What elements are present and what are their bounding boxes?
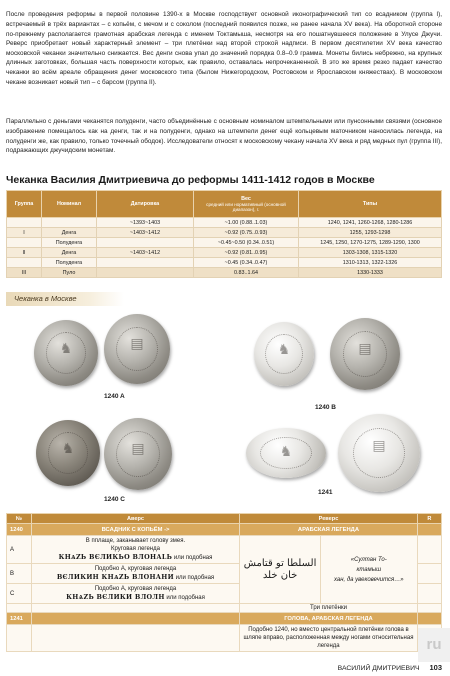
cell-nominal: Полуденга xyxy=(42,258,97,268)
th-weight xyxy=(194,191,299,218)
cell-dating: ~1403~1412 xyxy=(97,228,194,238)
table-row xyxy=(7,536,442,564)
cell-types: 1310-1313, 1322-1326 xyxy=(299,258,442,268)
table-row xyxy=(7,604,442,613)
cell-nominal: Денга xyxy=(42,228,97,238)
row-description xyxy=(31,536,240,564)
cell-dating xyxy=(97,268,194,278)
desc-tail: или подобная xyxy=(175,575,215,581)
table-row xyxy=(7,248,442,258)
row-letter: B xyxy=(7,564,32,584)
cell-nominal: Полуденга xyxy=(42,238,97,248)
plaits-cell: Три плетёнки xyxy=(240,604,417,613)
coin-image-1240a-obverse xyxy=(34,320,98,386)
coinage-table xyxy=(6,190,442,278)
section-banner: Чеканка в Москве xyxy=(6,292,124,306)
page-footer xyxy=(338,663,442,672)
running-head: ВАСИЛИЙ ДМИТРИЕВИЧ xyxy=(337,665,420,672)
row-description: Подобно 1240, но вместо центральной плетёнки голова в шляпе вправо, расположенная между ногами относительная легенда xyxy=(240,625,417,652)
band-num: 1240 xyxy=(7,524,32,536)
cell-dating: ~1393~1403 xyxy=(97,218,194,228)
desc-line: Подобно А, круговая легенда xyxy=(94,566,177,572)
cell-weight: ~1.00 (0.88..1.03) xyxy=(194,218,299,228)
table-band-row xyxy=(7,613,442,625)
table-row xyxy=(7,218,442,228)
row-description xyxy=(31,625,240,652)
cell-dating xyxy=(97,258,194,268)
cell-weight: ~0.92 (0.75..0.93) xyxy=(194,228,299,238)
th-r: R xyxy=(417,514,441,524)
row-letter xyxy=(7,625,32,652)
coin-image-1240b-reverse xyxy=(330,318,400,390)
desc-line: Круговая легенда xyxy=(111,546,160,552)
coin-label: 1240 B xyxy=(315,404,336,411)
cell-weight: ~0.45~0.50 (0.34..0.51) xyxy=(194,238,299,248)
coin-image-1241-obverse xyxy=(246,428,326,478)
row-r xyxy=(417,564,441,584)
coin-image-1241-reverse xyxy=(338,414,420,492)
th-nominal: Номинал xyxy=(42,191,97,218)
coin-rider-icon: ♞ xyxy=(277,341,291,358)
cell-weight: ~0.92 (0.81..0.95) xyxy=(194,248,299,258)
cell-weight: 0.83..1.64 xyxy=(194,268,299,278)
cell-types: 1255, 1293-1298 xyxy=(299,228,442,238)
page-corner-watermark: ru xyxy=(418,628,450,662)
table-row xyxy=(7,258,442,268)
table-row xyxy=(7,268,442,278)
coin-rider-icon: ♞ xyxy=(279,443,293,459)
cell-dating: ~1403~1412 xyxy=(97,248,194,258)
row-description xyxy=(31,564,240,584)
desc-tail: или подобная xyxy=(166,595,205,601)
slavonic-legend: ВЄЛИКИН КНѦZЬ ВЛОНАНИ xyxy=(56,573,174,581)
row-letter: C xyxy=(7,584,32,604)
band-r xyxy=(417,613,441,625)
cell-dating xyxy=(97,238,194,248)
row-r xyxy=(417,536,441,564)
coin-label: 1241 xyxy=(318,489,333,496)
row-letter: A xyxy=(7,536,32,564)
coin-image-1240a-reverse xyxy=(104,314,170,384)
desc-line: В пплаще, заканывает голову змея. xyxy=(85,538,186,544)
coin-legend-icon: ▤ xyxy=(130,335,144,351)
band-reverse: АРАБСКАЯ ЛЕГЕНДА xyxy=(240,524,417,536)
th-num: № xyxy=(7,514,32,524)
cell-group xyxy=(7,238,42,248)
cell-group xyxy=(7,258,42,268)
section-title: Чеканка Василия Дмитриевича до реформы 1411-1412 годов в Москве xyxy=(6,174,375,186)
coin-image-1240b-obverse xyxy=(254,322,314,386)
desc-line: Подобно А, круговая легенда xyxy=(94,586,177,592)
row-r xyxy=(417,584,441,604)
coin-legend-icon: ▤ xyxy=(372,437,386,454)
cell-weight: ~0.45 (0.34..0.47) xyxy=(194,258,299,268)
cell-types: 1240, 1241, 1260-1268, 1280-1286 xyxy=(299,218,442,228)
legend-translation xyxy=(320,536,417,604)
quote-line: ктамыш xyxy=(356,566,382,573)
band-obverse: ВСАДНИК С КОПЬЁМ -> xyxy=(31,524,240,536)
row-description xyxy=(31,584,240,604)
coin-image-1240c-obverse xyxy=(36,420,100,486)
page-number: 103 xyxy=(429,663,442,672)
coin-legend-icon: ▤ xyxy=(131,439,145,456)
th-types: Типы xyxy=(299,191,442,218)
catalog-table xyxy=(6,513,442,652)
cell-nominal: Пуло xyxy=(42,268,97,278)
coin-image-1240c-reverse xyxy=(104,418,172,490)
th-dating: Датировка xyxy=(97,191,194,218)
row-r xyxy=(417,604,441,613)
th-obverse: Аверс xyxy=(31,514,240,524)
coin-rider-icon: ♞ xyxy=(61,439,75,456)
cell-group: I xyxy=(7,228,42,238)
desc-tail: или подобная xyxy=(173,555,213,561)
cell-group: III xyxy=(7,268,42,278)
th-group: Группа xyxy=(7,191,42,218)
table-row xyxy=(7,238,442,248)
coin-legend-icon: ▤ xyxy=(358,339,372,356)
band-num: 1241 xyxy=(7,613,32,625)
row-description xyxy=(31,604,240,613)
cell-group xyxy=(7,218,42,228)
th-weight-sub: средний или нормативный (основной диапазон), г. xyxy=(206,202,286,212)
table-row xyxy=(7,228,442,238)
cell-types: 1330-1333 xyxy=(299,268,442,278)
band-reverse: ГОЛОВА, АРАБСКАЯ ЛЕГЕНДА xyxy=(240,613,417,625)
th-reverse: Реверс xyxy=(240,514,417,524)
arabic-legend: السلطا تو قتامش خان خلد xyxy=(240,536,321,604)
band-obverse xyxy=(31,613,240,625)
slavonic-legend: КНѦZЬ ВЄЛИКЬО ВЛОНАLЬ xyxy=(58,553,173,561)
coin-label: 1240 A xyxy=(104,393,125,400)
table-band-row xyxy=(7,524,442,536)
cell-group: II xyxy=(7,248,42,258)
quote-line: хан, да увековечится…» xyxy=(333,576,404,583)
quote-line: «Султан То- xyxy=(350,556,387,563)
cell-nominal: Денга xyxy=(42,248,97,258)
body-paragraph-2: Параллельно с деньгами чеканятся полуденги, часто объединённые с основным номиналом штемпельными или пунсонными связями (основное изображение помещалось как на денги, так и на полуденги, однако на штемпели денег ещё кольцевым маточником наносилась легенда, на полуденги же, как правило, только точечный ободок). Исследователи относят к московскому чекану начала XV века и ряд медных пул (группа III), подражающих джучидским монетам. xyxy=(6,118,442,155)
cell-nominal xyxy=(42,218,97,228)
th-weight-label: Вес xyxy=(241,196,251,202)
coin-rider-icon: ♞ xyxy=(59,339,73,356)
table-row xyxy=(7,625,442,652)
band-r xyxy=(417,524,441,536)
slavonic-legend: КНѦZЬ ВЄЛИКИ ВЛОЛН xyxy=(66,593,165,601)
cell-types: 1245, 1250, 1270-1275, 1289-1290, 1300 xyxy=(299,238,442,248)
coin-label: 1240 C xyxy=(104,496,125,503)
row-letter xyxy=(7,604,32,613)
cell-types: 1303-1308, 1315-1320 xyxy=(299,248,442,258)
body-paragraph-1: После проведения реформы в первой половине 1390-х в Москве господствует основной иконографический тип со всадником (группа I), встречаемый в трёх вариантах – с копьём, с мечом и с соколом (последний появился позже, не ранее начала XV века). На оборотной стороне по-прежнему располагается грамотная арабская легенда с именем Токтамыша, несмотря на его пошатнувшееся положение в Улусе Джучи. Реверс приобретает новый характерный элемент – три плетёнки над второй строкой надписи. В первом десятилетии XV века качество московской чеканки значительно снижается. Вес денги снова упал до значений порядка 0.8–0.9 грамма. Монеты бились небрежно, на крупных длинных заготовках, большая часть поверхности которых, как правило, оставалась непрочеканенной. В это же время резко падает качество чеканки во всём ареале обращения денег московского типа (былом Нижегородском, Ростовском и Ярославском княжествах). В московском чекане возникает новый тип – с барсом (группа II). xyxy=(6,11,442,86)
